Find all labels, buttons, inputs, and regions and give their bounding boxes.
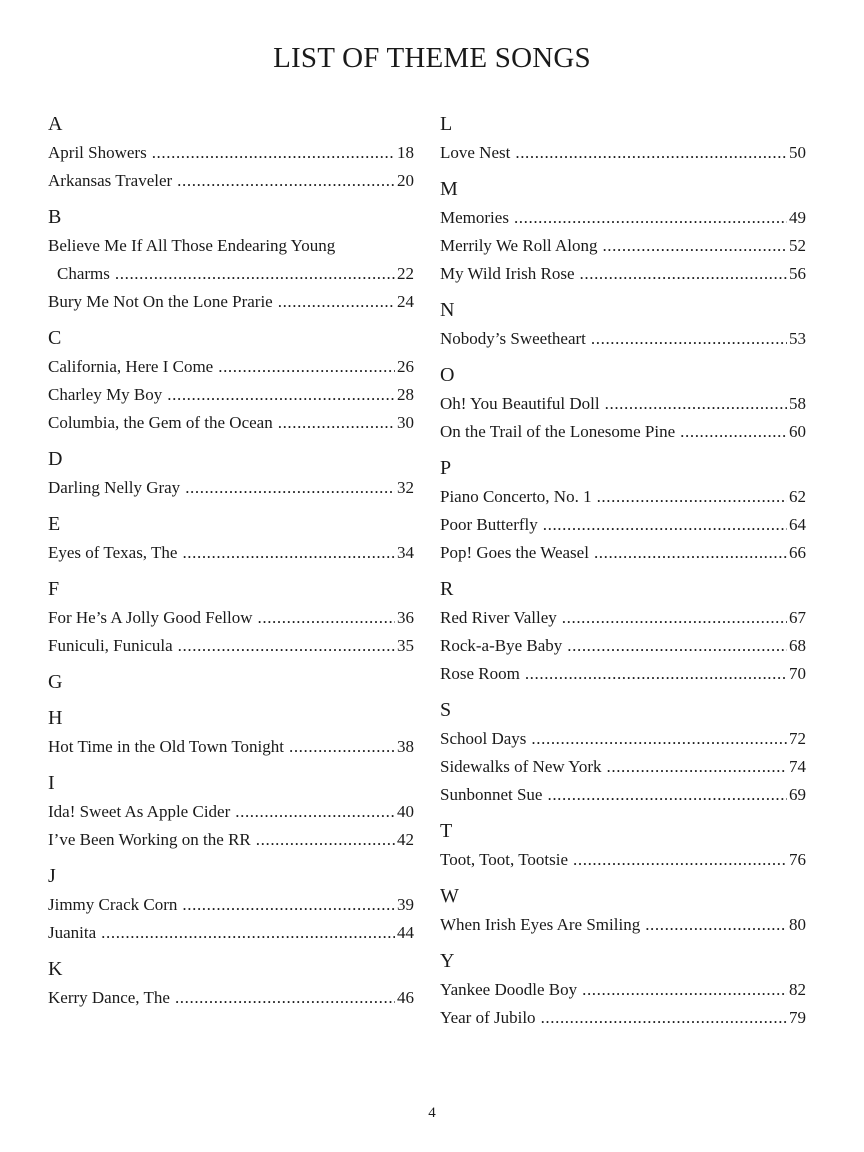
dot-leader (175, 984, 395, 1012)
song-entry-row (440, 660, 806, 688)
song-entry (48, 984, 414, 1012)
song-entry (48, 604, 414, 632)
song-entry (48, 919, 414, 947)
dot-leader (182, 891, 395, 919)
page-ref: 79 (789, 1008, 806, 1027)
song-entry-row (48, 381, 414, 409)
page-ref: 70 (789, 664, 806, 683)
song-entry (440, 260, 806, 288)
song-entry-row (440, 483, 806, 511)
song-title: Columbia, the Gem of the Ocean (48, 413, 273, 432)
song-entry (440, 660, 806, 688)
song-entry (48, 167, 414, 195)
dot-leader (602, 232, 787, 260)
section-letter: T (440, 820, 453, 842)
page-ref: 68 (789, 636, 806, 655)
page-ref: 53 (789, 329, 806, 348)
song-title: Eyes of Texas, The (48, 543, 178, 562)
page-ref: 64 (789, 515, 806, 534)
index-section-b (48, 203, 414, 316)
song-entry-row (48, 798, 414, 826)
page-ref: 18 (397, 143, 414, 162)
song-title: Ida! Sweet As Apple Cider (48, 802, 231, 821)
page-ref: 34 (397, 543, 414, 562)
song-entry (440, 632, 806, 660)
song-title: Yankee Doodle Boy (440, 980, 578, 999)
page-ref: 76 (789, 850, 806, 869)
index-section-g (48, 668, 414, 696)
dot-leader (152, 139, 395, 167)
song-entry-row (48, 288, 414, 316)
dot-leader (567, 632, 787, 660)
dot-leader (562, 604, 787, 632)
song-title: Pop! Goes the Weasel (440, 543, 589, 562)
song-title: Red River Valley (440, 608, 557, 627)
song-entry-row (48, 632, 414, 660)
index-section-j (48, 862, 414, 947)
song-title: California, Here I Come (48, 357, 214, 376)
song-title: Kerry Dance, The (48, 988, 170, 1007)
song-entry-row (48, 984, 414, 1012)
page-ref: 80 (789, 915, 806, 934)
index-section-a (48, 110, 414, 195)
song-title: Oh! You Beautiful Doll (440, 394, 600, 413)
dot-leader (525, 660, 787, 688)
section-letter: H (48, 707, 63, 729)
song-entry (48, 632, 414, 660)
page-ref: 58 (789, 394, 806, 413)
song-entry (48, 826, 414, 854)
page-ref: 49 (789, 208, 806, 227)
index-section-s (440, 696, 806, 809)
song-entry (440, 753, 806, 781)
song-entry (48, 539, 414, 567)
song-title: Nobody’s Sweetheart (440, 329, 586, 348)
page-ref: 40 (397, 802, 414, 821)
section-letter: M (440, 178, 458, 200)
page-ref: 32 (397, 478, 414, 497)
dot-leader (645, 911, 787, 939)
dot-leader (101, 919, 395, 947)
song-title: Poor Butterfly (440, 515, 538, 534)
page-ref: 60 (789, 422, 806, 441)
index-section-w (440, 882, 806, 939)
page-ref: 35 (397, 636, 414, 655)
page-ref: 82 (789, 980, 806, 999)
song-entry-row (48, 139, 414, 167)
song-entry-row (440, 418, 806, 446)
section-letter: Y (440, 950, 455, 972)
dot-leader (607, 753, 788, 781)
song-entry (48, 891, 414, 919)
index-column-left (48, 110, 414, 1020)
page-ref: 72 (789, 729, 806, 748)
page-ref: 26 (397, 357, 414, 376)
index-section-k (48, 955, 414, 1012)
song-title: Year of Jubilo (440, 1008, 536, 1027)
song-title: Piano Concerto, No. 1 (440, 487, 592, 506)
dot-leader (115, 260, 395, 288)
song-title: When Irish Eyes Are Smiling (440, 915, 641, 934)
section-letter: S (440, 699, 452, 721)
song-entry-row (440, 204, 806, 232)
section-letter: D (48, 448, 63, 470)
page-number: 4 (428, 1105, 436, 1121)
page-ref: 39 (397, 895, 414, 914)
song-entry-row (440, 846, 806, 874)
dot-leader (177, 167, 395, 195)
dot-leader (580, 260, 787, 288)
page-ref: 52 (789, 236, 806, 255)
song-entry (48, 381, 414, 409)
dot-leader (594, 539, 787, 567)
song-entry-row (48, 260, 414, 288)
index-section-p (440, 454, 806, 567)
dot-leader (591, 325, 787, 353)
song-title: Charley My Boy (48, 385, 163, 404)
page-ref: 56 (789, 264, 806, 283)
song-entry-row (440, 725, 806, 753)
song-entry (440, 511, 806, 539)
song-entry (48, 798, 414, 826)
dot-leader (278, 409, 395, 437)
song-entry (440, 390, 806, 418)
index-section-m (440, 175, 806, 288)
page-ref: 74 (789, 757, 806, 776)
page-ref: 67 (789, 608, 806, 627)
dot-leader (218, 353, 395, 381)
page-ref: 30 (397, 413, 414, 432)
index-section-f (48, 575, 414, 660)
song-entry (48, 288, 414, 316)
song-title: Toot, Toot, Tootsie (440, 850, 569, 869)
song-title: Merrily We Roll Along (440, 236, 598, 255)
section-letter: P (440, 457, 452, 479)
section-letter: L (440, 113, 453, 135)
section-letter: O (440, 364, 455, 386)
song-title-continued: Charms (57, 264, 110, 283)
index-section-c (48, 324, 414, 437)
song-title: Arkansas Traveler (48, 171, 173, 190)
song-entry (440, 139, 806, 167)
song-entry (48, 232, 414, 288)
song-entry-row (48, 167, 414, 195)
song-entry-row (48, 604, 414, 632)
dot-leader (289, 733, 395, 761)
song-title: Love Nest (440, 143, 511, 162)
section-letter: G (48, 671, 63, 693)
song-entry-row (440, 260, 806, 288)
dot-leader (182, 539, 395, 567)
song-title: I’ve Been Working on the RR (48, 830, 251, 849)
song-entry (440, 781, 806, 809)
song-entry-row (48, 409, 414, 437)
page-ref: 24 (397, 292, 414, 311)
song-entry (440, 325, 806, 353)
dot-leader (278, 288, 395, 316)
index-section-h (48, 704, 414, 761)
page-ref: 46 (397, 988, 414, 1007)
song-entry (440, 976, 806, 1004)
section-letter: A (48, 113, 63, 135)
song-title: Rose Room (440, 664, 520, 683)
dot-leader (531, 725, 787, 753)
index-section-i (48, 769, 414, 854)
song-entry-row (440, 753, 806, 781)
dot-leader (178, 632, 395, 660)
song-entry-row (440, 390, 806, 418)
song-entry (440, 483, 806, 511)
dot-leader (515, 139, 787, 167)
song-entry (48, 139, 414, 167)
section-letter: K (48, 958, 63, 980)
page-ref: 38 (397, 737, 414, 756)
song-entry-row (48, 919, 414, 947)
section-letter: R (440, 578, 454, 600)
song-title: For He’s A Jolly Good Fellow (48, 608, 253, 627)
section-letter: I (48, 772, 55, 794)
song-entry-row (440, 604, 806, 632)
index-section-d (48, 445, 414, 502)
dot-leader (256, 826, 395, 854)
song-entry (440, 846, 806, 874)
page-ref: 69 (789, 785, 806, 804)
song-entry-row (48, 353, 414, 381)
page-ref: 20 (397, 171, 414, 190)
song-entry-row (440, 632, 806, 660)
song-title: Bury Me Not On the Lone Prarie (48, 292, 273, 311)
dot-leader (514, 204, 787, 232)
dot-leader (605, 390, 787, 418)
song-entry-row (48, 733, 414, 761)
index-section-r (440, 575, 806, 688)
page-ref: 62 (789, 487, 806, 506)
dot-leader (543, 511, 787, 539)
page-ref: 66 (789, 543, 806, 562)
song-title: On the Trail of the Lonesome Pine (440, 422, 676, 441)
song-title: Rock-a-Bye Baby (440, 636, 563, 655)
song-entry-row (48, 891, 414, 919)
song-entry (440, 418, 806, 446)
song-entry (440, 232, 806, 260)
song-entry-row (440, 232, 806, 260)
song-title: Darling Nelly Gray (48, 478, 181, 497)
page-ref: 36 (397, 608, 414, 627)
song-entry-row (440, 976, 806, 1004)
dot-leader (235, 798, 395, 826)
song-title: My Wild Irish Rose (440, 264, 575, 283)
dot-leader (547, 781, 787, 809)
dot-leader (582, 976, 787, 1004)
song-title: Sidewalks of New York (440, 757, 602, 776)
page-ref: 22 (397, 264, 414, 283)
section-letter: B (48, 206, 62, 228)
song-title: Funiculi, Funicula (48, 636, 173, 655)
page-ref: 28 (397, 385, 414, 404)
index-column-right (440, 110, 806, 1040)
song-title: School Days (440, 729, 527, 748)
index-section-n (440, 296, 806, 353)
song-entry-row (48, 539, 414, 567)
song-entry-row (440, 539, 806, 567)
song-title: Sunbonnet Sue (440, 785, 543, 804)
song-entry-row (440, 511, 806, 539)
song-entry (440, 911, 806, 939)
section-letter: F (48, 578, 60, 600)
dot-leader (167, 381, 395, 409)
page-ref: 50 (789, 143, 806, 162)
section-letter: E (48, 513, 61, 535)
index-section-l (440, 110, 806, 167)
song-entry (48, 474, 414, 502)
song-entry (48, 733, 414, 761)
song-entry (440, 725, 806, 753)
section-letter: J (48, 865, 56, 887)
song-entry-row (440, 911, 806, 939)
page-ref: 44 (397, 923, 414, 942)
page-ref: 42 (397, 830, 414, 849)
index-section-y (440, 947, 806, 1032)
song-entry-row (48, 474, 414, 502)
song-entry (440, 604, 806, 632)
dot-leader (680, 418, 787, 446)
dot-leader (541, 1004, 787, 1032)
song-entry-row (440, 139, 806, 167)
index-section-t (440, 817, 806, 874)
song-entry-row (440, 781, 806, 809)
dot-leader (597, 483, 787, 511)
dot-leader (573, 846, 787, 874)
song-title: Jimmy Crack Corn (48, 895, 178, 914)
song-entry (440, 539, 806, 567)
song-title: Juanita (48, 923, 97, 942)
song-entry-row (440, 325, 806, 353)
song-entry (440, 1004, 806, 1032)
song-title: April Showers (48, 143, 147, 162)
song-entry (48, 353, 414, 381)
dot-leader (185, 474, 395, 502)
song-entry-row (440, 1004, 806, 1032)
song-title: Hot Time in the Old Town Tonight (48, 737, 284, 756)
song-title: Believe Me If All Those Endearing Young (48, 236, 336, 255)
index-section-o (440, 361, 806, 446)
song-entry (48, 409, 414, 437)
section-letter: N (440, 299, 455, 321)
song-entry-row (48, 826, 414, 854)
index-section-e (48, 510, 414, 567)
section-letter: C (48, 327, 62, 349)
section-letter: W (440, 885, 459, 907)
page-title: LIST OF THEME SONGS (273, 42, 591, 74)
song-title: Memories (440, 208, 509, 227)
song-entry (440, 204, 806, 232)
dot-leader (258, 604, 396, 632)
